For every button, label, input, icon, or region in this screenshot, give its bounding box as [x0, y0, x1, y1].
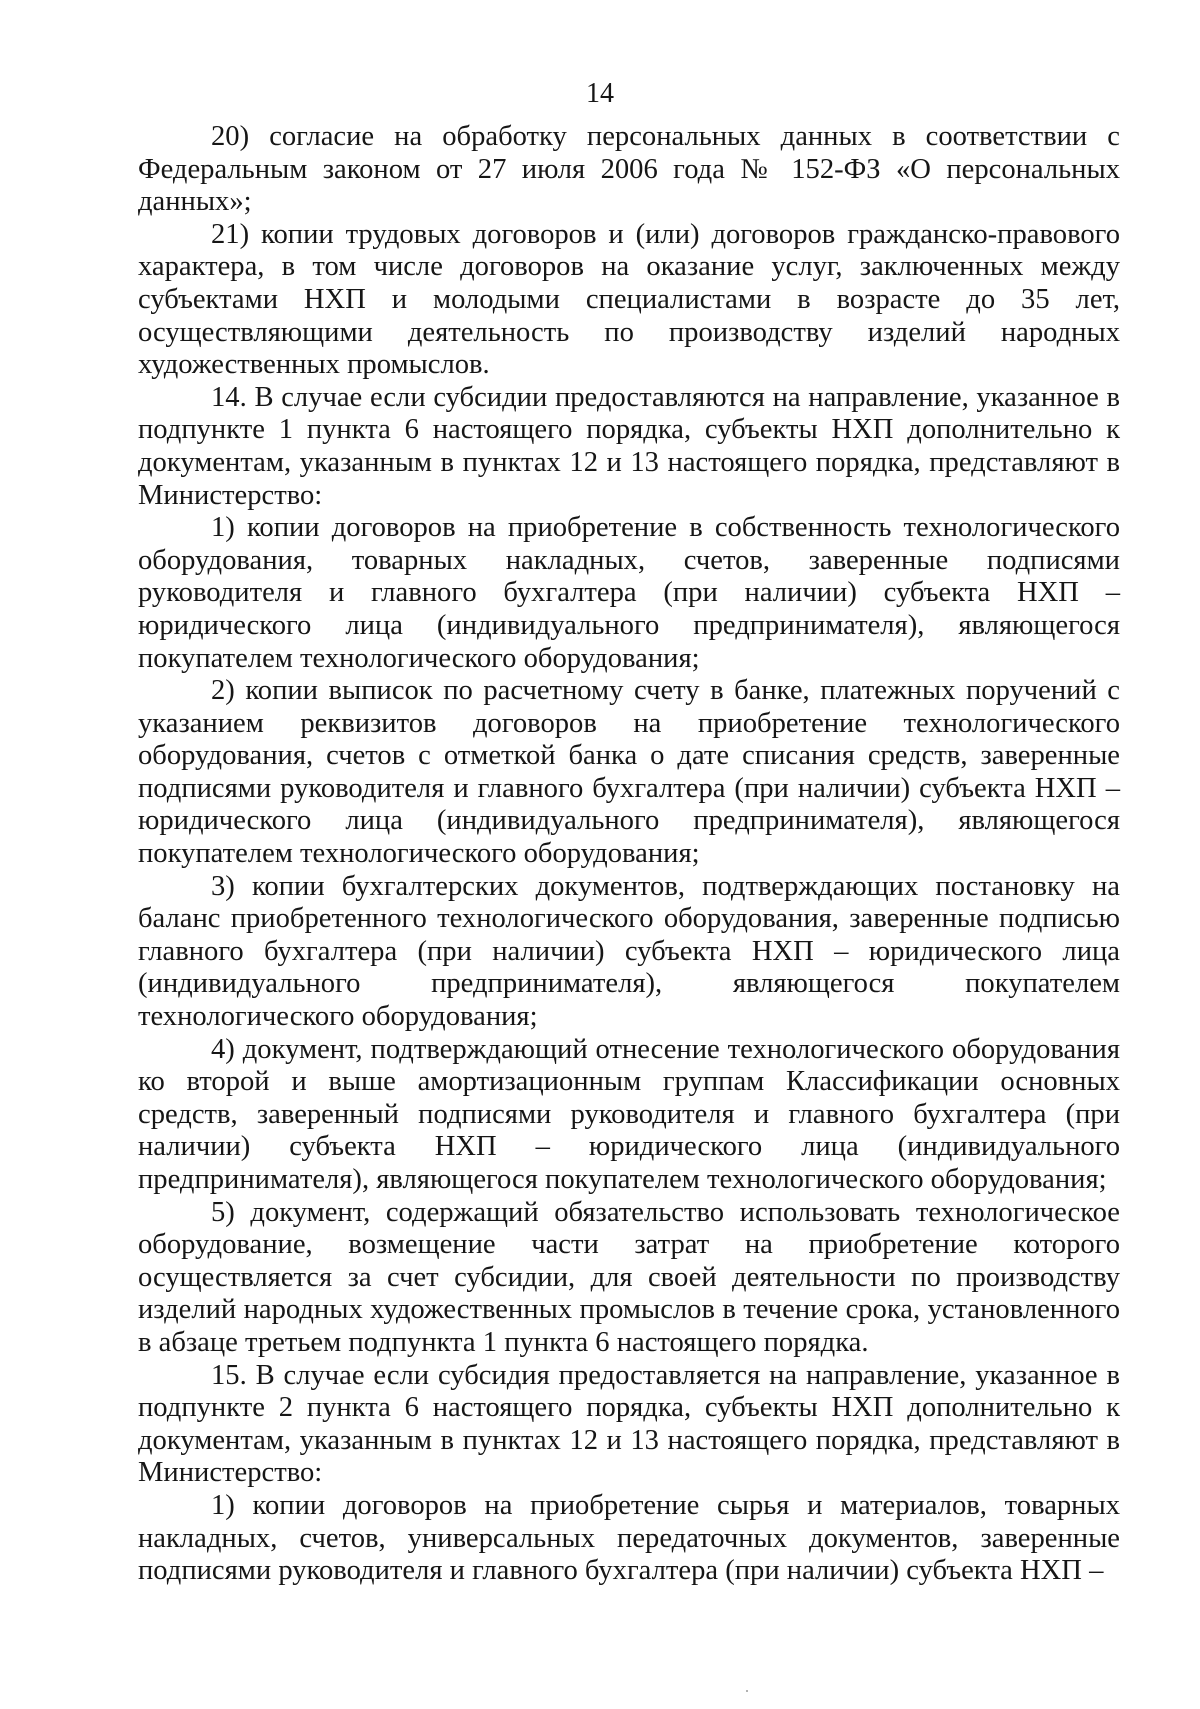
paragraph-clause-14-item-1: 1) копии договоров на приобретение в собственность технологического оборудования, товарных накладных, счетов, заверенные подписями руководителя и главного бухгалтера (при наличии) субъекта НХП – юридического лица (индивидуального предпринимателя), являющегося покупателем технологического оборудования;: [138, 512, 1120, 674]
paragraph-clause-14-item-3: 3) копии бухгалтерских документов, подтверждающих постановку на баланс приобретенного технологического оборудования, заверенные подписью главного бухгалтера (при наличии) субъекта НХП – юридического лица (индивидуального предпринимателя), являющегося покупателем технологического оборудования;: [138, 870, 1120, 1033]
paragraph-clause-15-item-1: 1) копии договоров на приобретение сырья и материалов, товарных накладных, счетов, универсальных передаточных документов, заверенные подписями руководителя и главного бухгалтера (при наличии) субъекта НХП –: [138, 1489, 1120, 1587]
paragraph-clause-14-item-5: 5) документ, содержащий обязательство использовать технологическое оборудование, возмещение части затрат на приобретение которого осуществляется за счет субсидии, для своей деятельности по производству изделий народных художественных промыслов в течение срока, установленного в абзаце третьем подпункта 1 пункта 6 настоящего порядка.: [138, 1196, 1120, 1358]
paragraph-clause-14-item-2: 2) копии выписок по расчетному счету в банке, платежных поручений с указанием реквизитов договоров на приобретение технологического оборудования, счетов с отметкой банка о дате списания средств, заверенные подписями руководителя и главного бухгалтера (при наличии) субъекта НХП – юридического лица (индивидуального предпринимателя), являющегося покупателем технологического оборудования;: [138, 675, 1120, 870]
paragraph-item-21-labor-contracts: 21) копии трудовых договоров и (или) договоров гражданско-правового характера, в том числе договоров на оказание услуг, заключенных между субъектами НХП и молодыми специалистами в возрасте до 35 лет, осуществляющими деятельность по производству изделий народных художественных промыслов.: [138, 218, 1120, 381]
paragraph-clause-15: 15. В случае если субсидия предоставляется на направление, указанное в подпункте 2 пункта 6 настоящего порядка, субъекты НХП дополнительно к документам, указанным в пунктах 12 и 13 настоящего порядка, представляют в Министерство:: [138, 1359, 1120, 1489]
scan-speck: [746, 1690, 748, 1692]
paragraph-clause-14: 14. В случае если субсидии предоставляются на направление, указанное в подпункте 1 пункта 6 настоящего порядка, субъекты НХП дополнительно к документам, указанным в пунктах 12 и 13 настоящего порядка, представляют в Министерство:: [138, 381, 1120, 511]
paragraph-item-20-consent: 20) согласие на обработку персональных данных в соответствии с Федеральным законом от 27 июля 2006 года № 152-ФЗ «О персональных данных»;: [138, 121, 1120, 218]
page-number: 14: [586, 78, 614, 109]
paragraph-clause-14-item-4: 4) документ, подтверждающий отнесение технологического оборудования ко второй и выше амортизационным группам Классификации основных средств, заверенный подписями руководителя и главного бухгалтера (при наличии) субъекта НХП – юридического лица (индивидуального предпринимателя), являющегося покупателем технологического оборудования;: [138, 1033, 1120, 1195]
document-body: [138, 121, 1120, 1588]
